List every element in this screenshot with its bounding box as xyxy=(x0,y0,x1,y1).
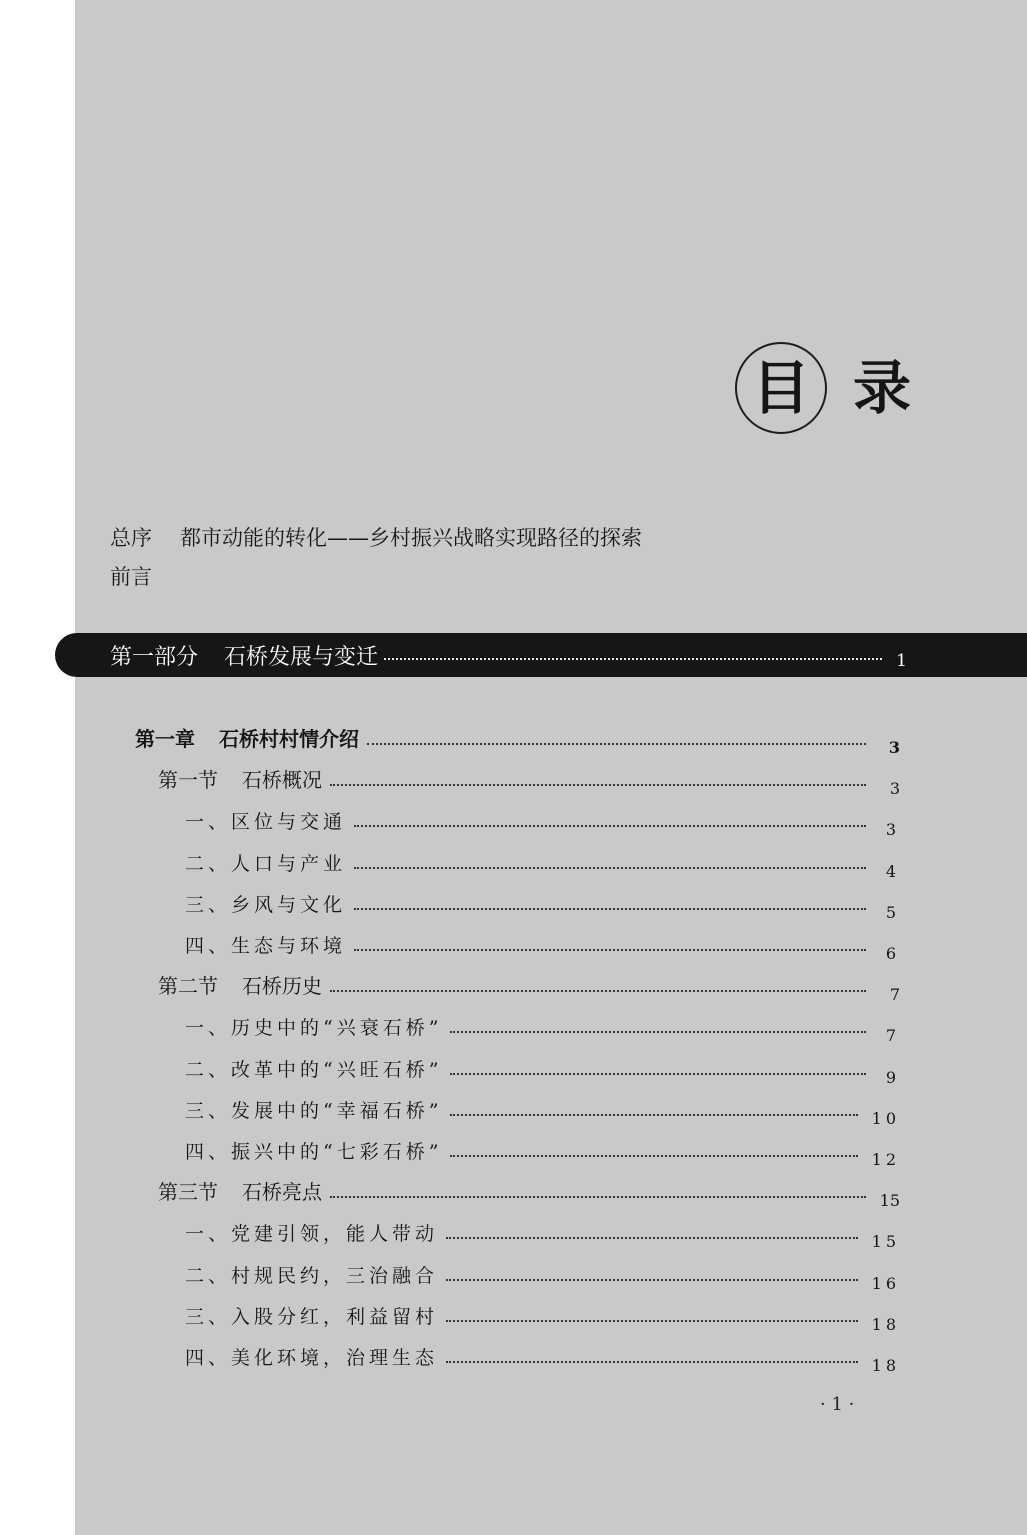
part-page: 1 xyxy=(896,651,907,671)
dot-leader xyxy=(354,949,866,951)
toc-entry-number: 第二节 xyxy=(158,974,218,999)
toc-entry-page: 4 xyxy=(885,861,900,881)
toc-entry-number: 第一节 xyxy=(158,768,218,793)
toc-entry-title: 二、改革中的“兴旺石桥” xyxy=(185,1058,443,1081)
toc-entry[interactable] xyxy=(185,1299,900,1334)
toc-entry[interactable] xyxy=(185,1216,900,1252)
toc-entry[interactable] xyxy=(158,969,900,1005)
toc-entry[interactable] xyxy=(135,722,900,757)
toc-entry-title: 一、党建引领，能人带动 xyxy=(185,1223,439,1246)
toc-entry-title: 三、乡风与文化 xyxy=(185,893,347,916)
toc-entry-title: 四、生态与环境 xyxy=(185,935,347,957)
toc-entry-page: 6 xyxy=(885,944,900,963)
toc-entry-label xyxy=(185,1013,442,1040)
front-matter-title: 都市动能的转化——乡村振兴战略实现路径的探索 xyxy=(180,526,642,550)
toc-entry-label xyxy=(135,723,359,752)
toc-entry[interactable] xyxy=(185,1052,900,1087)
toc-entry-label xyxy=(185,1261,438,1288)
front-matter-item[interactable] xyxy=(110,522,642,552)
toc-entry-label xyxy=(185,1137,442,1164)
page-number: · 1 · xyxy=(820,1394,855,1415)
toc-entry-title: 四、振兴中的“七彩石桥” xyxy=(185,1141,443,1163)
toc-entry-page: 7 xyxy=(889,985,900,1005)
toc-title xyxy=(735,343,911,433)
toc-entry-title: 一、区位与交通 xyxy=(185,811,347,834)
toc-entry-page: 3 xyxy=(889,779,900,799)
toc-entry-page: 12 xyxy=(871,1150,900,1169)
dot-leader xyxy=(354,825,866,827)
toc-entry-page: 15 xyxy=(879,1191,900,1211)
toc-entry-label xyxy=(158,970,322,999)
toc-entry-label xyxy=(158,764,322,793)
toc-entry[interactable] xyxy=(158,1175,900,1211)
toc-entry-title: 石桥村村情介绍 xyxy=(219,727,359,751)
toc-entry[interactable] xyxy=(185,1258,900,1293)
part-label: 第一部分 xyxy=(110,644,199,670)
toc-entry-number: 第三节 xyxy=(158,1180,218,1205)
toc-entry-label xyxy=(185,1219,438,1246)
toc-entry[interactable] xyxy=(185,1134,900,1169)
toc-entry-page: 7 xyxy=(885,1026,900,1046)
toc-entry-title: 三、发展中的“幸福石桥” xyxy=(185,1099,443,1122)
part-entry[interactable] xyxy=(110,633,907,677)
dot-leader xyxy=(450,1073,866,1075)
title-circle-char: 目 xyxy=(735,342,827,434)
dot-leader xyxy=(330,784,866,786)
toc-entry-page: 18 xyxy=(871,1314,900,1334)
toc-entry-label xyxy=(158,1176,322,1205)
dot-leader xyxy=(450,1155,857,1157)
toc-entry[interactable] xyxy=(185,846,900,881)
dot-leader xyxy=(367,743,866,745)
toc-entry[interactable] xyxy=(158,763,900,799)
toc-entry-label xyxy=(185,890,346,917)
toc-entry-page: 18 xyxy=(871,1356,900,1375)
toc-entry-title: 石桥历史 xyxy=(242,974,322,999)
dot-leader xyxy=(354,908,866,910)
front-matter-label: 前言 xyxy=(110,565,152,589)
dot-leader xyxy=(330,990,866,992)
toc-entry[interactable] xyxy=(185,1010,900,1046)
toc-entry-page: 5 xyxy=(885,902,900,922)
dot-leader xyxy=(450,1031,866,1033)
toc-entry-page: 3 xyxy=(885,820,900,840)
dot-leader xyxy=(384,658,882,660)
toc-entry-page: 3 xyxy=(888,738,900,757)
dot-leader xyxy=(330,1196,866,1198)
toc-entry-page: 16 xyxy=(871,1273,900,1293)
dot-leader xyxy=(450,1114,857,1116)
toc-entry[interactable] xyxy=(185,1340,900,1375)
toc-entry-page: 9 xyxy=(885,1067,900,1087)
toc-entry-title: 二、人口与产业 xyxy=(185,852,347,875)
toc-entry-title: 石桥概况 xyxy=(242,768,322,793)
toc-entry-label xyxy=(185,931,346,958)
toc-entry-label xyxy=(185,1055,442,1082)
toc-entry-label xyxy=(185,1343,438,1370)
toc-entry-title: 三、入股分红，利益留村 xyxy=(185,1305,439,1328)
front-matter-item[interactable] xyxy=(110,561,180,591)
toc-entry[interactable] xyxy=(185,928,900,963)
dot-leader xyxy=(446,1237,858,1239)
toc-entry-page: 10 xyxy=(871,1108,900,1128)
toc-entry-title: 二、村规民约，三治融合 xyxy=(185,1264,439,1287)
front-matter-label: 总序 xyxy=(110,526,152,550)
toc-entry-label xyxy=(185,1302,438,1329)
dot-leader xyxy=(446,1320,858,1322)
part-title: 石桥发展与变迁 xyxy=(224,644,379,670)
title-char: 录 xyxy=(853,354,912,422)
dot-leader xyxy=(354,867,866,869)
toc-entry-title: 四、美化环境，治理生态 xyxy=(185,1347,439,1369)
dot-leader xyxy=(446,1361,858,1363)
toc-entry-title: 一、历史中的“兴衰石桥” xyxy=(185,1017,443,1040)
toc-entry-number: 第一章 xyxy=(135,727,195,751)
toc-entry[interactable] xyxy=(185,887,900,922)
toc-entry-label xyxy=(185,807,346,834)
toc-entry-label xyxy=(185,1096,442,1123)
toc-entry-title: 石桥亮点 xyxy=(242,1180,322,1205)
toc-entry[interactable] xyxy=(185,1093,900,1128)
toc-entry[interactable] xyxy=(185,804,900,840)
toc-entry-page: 15 xyxy=(871,1232,900,1252)
toc-entry-label xyxy=(185,849,346,876)
dot-leader xyxy=(446,1279,858,1281)
